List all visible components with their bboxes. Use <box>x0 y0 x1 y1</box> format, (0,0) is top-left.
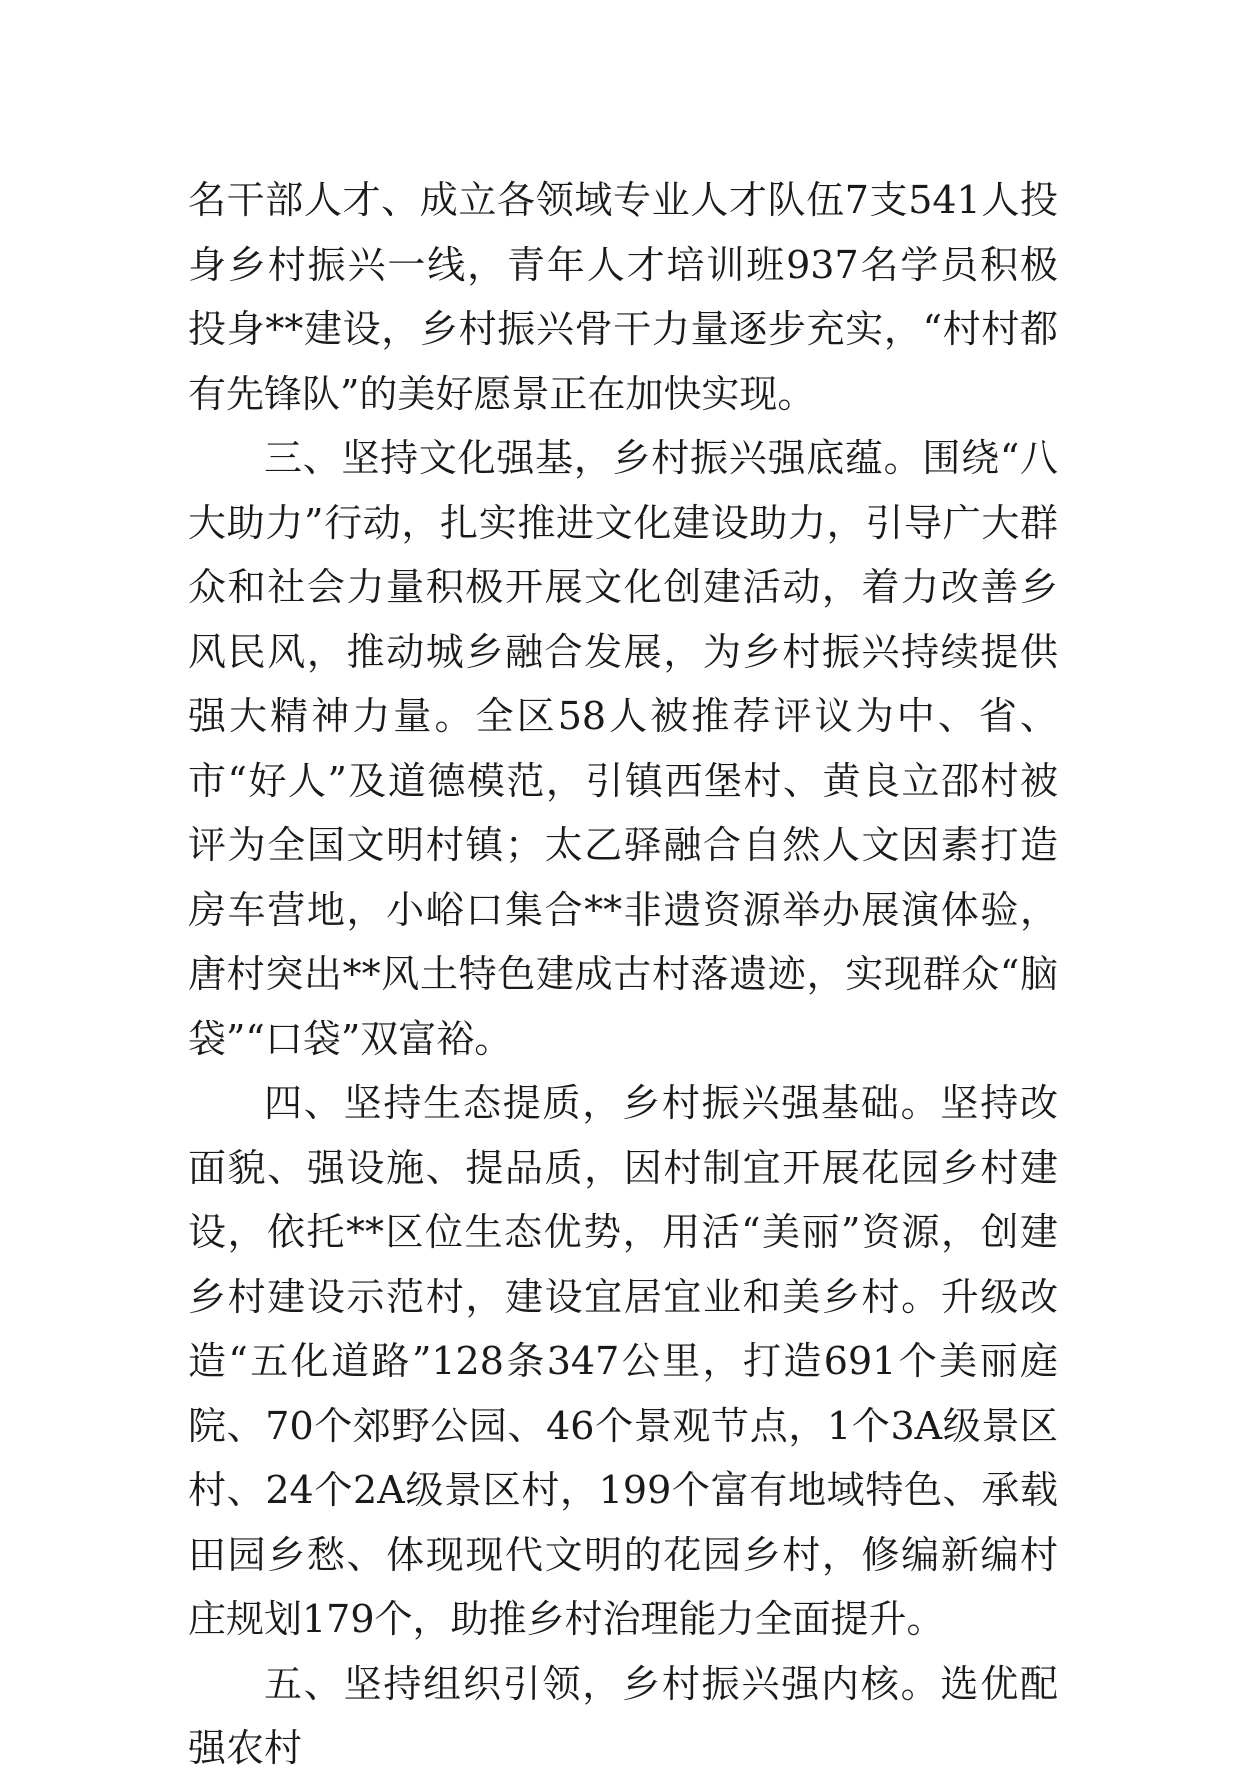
body-text <box>188 168 1058 1781</box>
paragraph-section-four: 四、坚持生态提质，乡村振兴强基础。坚持改面貌、强设施、提品质，因村制宜开展花园乡村建设，依托**区位生态优势，用活“美丽”资源，创建乡村建设示范村，建设宜居宜业和美乡村。升级改造“五化道路”128条347公里，打造691个美丽庭院、70个郊野公园、46个景观节点，1个3A级景区村、24个2A级景区村，199个富有地域特色、承载田园乡愁、体现现代文明的花园乡村，修编新编村庄规划179个，助推乡村治理能力全面提升。 <box>188 1081 1058 1641</box>
paragraph-section-five: 五、坚持组织引领，乡村振兴强内核。选优配强农村 <box>188 1661 1058 1770</box>
paragraph-section-three: 三、坚持文化强基，乡村振兴强底蕴。围绕“八大助力”行动，扎实推进文化建设助力，引导广大群众和社会力量积极开展文化创建活动，着力改善乡风民风，推动城乡融合发展，为乡村振兴持续提供强大精神力量。全区58人被推荐评议为中、省、市“好人”及道德模范，引镇西堡村、黄良立邵村被评为全国文明村镇；太乙驿融合自然人文因素打造房车营地，小峪口集合**非遗资源举办展演体验，唐村突出**风土特色建成古村落遗迹，实现群众“脑袋”“口袋”双富裕。 <box>188 436 1058 1061</box>
paragraph-continuation: 名干部人才、成立各领域专业人才队伍7支541人投身乡村振兴一线，青年人才培训班937名学员积极投身**建设，乡村振兴骨干力量逐步充实，“村村都有先锋队”的美好愿景正在加快实现。 <box>188 178 1058 416</box>
